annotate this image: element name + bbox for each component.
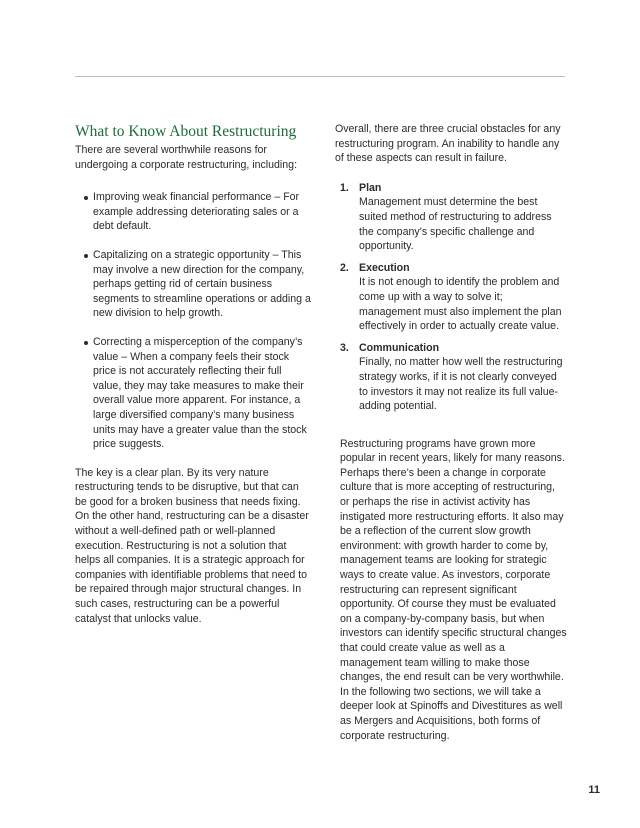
- top-divider: [75, 76, 565, 77]
- list-item: Capitalizing on a strategic opportunity – This may involve a new direction for the company, perhaps getting rid of certain business segments to streamline operations or adding a new division to help growth.: [75, 248, 311, 321]
- item-text: Management must determine the best suited method of restructuring to address the company’s specific challenge and opportunity.: [359, 196, 552, 253]
- obstacle-item: [335, 181, 567, 254]
- intro-text: There are several worthwhile reasons for undergoing a corporate restructuring, including:: [75, 144, 298, 171]
- item-title: Communication: [359, 341, 440, 354]
- obstacles-intro: Overall, there are three crucial obstacles for any restructuring program. An inability to handle any of these aspects can result in failure.: [335, 123, 561, 165]
- body-paragraph: Restructuring programs have grown more popular in recent years, likely for many reasons. Perhaps there’s been a change in corporate culture that is more accepting of restructuring, or perhaps the rise in activist activity has instigated more restructuring efforts. It also may be a reflection of the current slow growth environment: with growth harder to come by, management teams are looking for strategic ways to create value. As investors, corporate restructuring can represent significant opportunity. Of course they must be evaluated on a company-by-company basis, but when investors can identify specific structural changes that could create value as well as a management team willing to make those changes, the end result can be very worthwhile. In the following two sections, we will take a deeper look at Spinoffs and Divestitures as well as Mergers and Acquisitions, both forms of corporate restructuring.: [340, 437, 567, 742]
- left-column: [75, 122, 311, 626]
- right-column: [335, 122, 567, 743]
- body-paragraph: The key is a clear plan. By its very nature restructuring tends to be disruptive, but that can be good for a broken business that needs fixing. On the other hand, restructuring can be a disaster without a well-defined path or well-planned execution. Restructuring is not a solution that helps all companies. It is a strategic approach for companies with identifiable problems that need to be repaired through major structural changes. In such cases, restructuring can be a powerful catalyst that unlocks value.: [75, 466, 309, 625]
- page-number: 11: [588, 784, 600, 796]
- item-title: Plan: [359, 181, 382, 194]
- list-item: Improving weak financial performance – For example addressing deteriorating sales or a debt default.: [75, 190, 311, 234]
- list-item: Correcting a misperception of the company’s value – When a company feels their stock price is not accurately reflecting their full value, they may take measures to make their overall value more apparent. For instance, a large diversified company’s many business units may have a greater value than the stock price suggests.: [75, 335, 311, 452]
- section-heading: What to Know About Restructuring: [75, 123, 297, 140]
- obstacles-list: [335, 181, 567, 414]
- item-number: 2.: [340, 261, 349, 274]
- reasons-list: [75, 190, 311, 452]
- item-number: 3.: [340, 341, 349, 354]
- item-number: 1.: [340, 181, 349, 194]
- item-title: Execution: [359, 261, 410, 274]
- item-text: Finally, no matter how well the restructuring strategy works, if it is not clearly conveyed to investors it may not realize its full value-adding potential.: [359, 356, 563, 413]
- item-text: It is not enough to identify the problem and come up with a way to solve it; management must also implement the plan effectively in order to actually create value.: [359, 276, 562, 333]
- obstacle-item: [335, 341, 567, 414]
- obstacle-item: [335, 261, 567, 334]
